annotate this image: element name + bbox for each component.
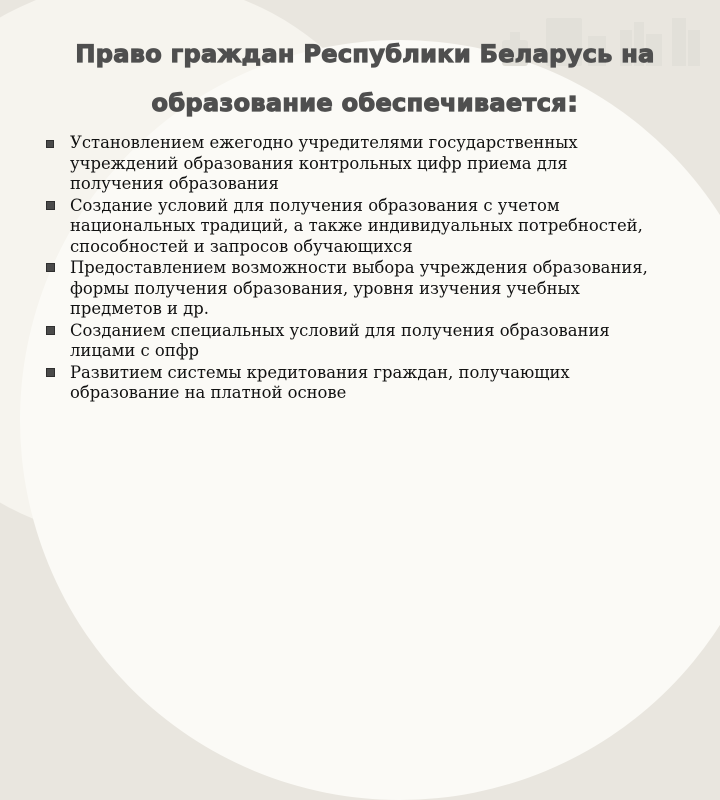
page-title [40, 30, 690, 127]
list-item-text: Предоставлением возможности выбора учреждения образования, формы получения образования, уровня изучения учебных предметов и др. [70, 258, 648, 318]
title-colon: : [566, 85, 579, 118]
list-item-text: Развитием системы кредитования граждан, получающих образование на платной основе [70, 362, 570, 402]
list-item [40, 258, 660, 320]
list-item [40, 321, 660, 362]
square-bullet-icon [46, 326, 55, 335]
square-bullet-icon [46, 263, 55, 272]
list-item [40, 363, 660, 404]
list-item [40, 196, 660, 258]
square-bullet-icon [46, 368, 55, 377]
bullet-list [40, 133, 660, 405]
title-line-2-text: образование обеспечивается [151, 89, 567, 117]
title-line-1: Право граждан Республики Беларусь на [75, 40, 655, 68]
square-bullet-icon [46, 201, 55, 210]
list-item-text: Создание условий для получения образования с учетом национальных традиций, а также индивидуальных потребностей, способностей и запросов обучающихся [70, 195, 643, 256]
list-item-text: Созданием специальных условий для получения образования лицами с опфр [70, 320, 610, 360]
square-bullet-icon [46, 140, 54, 148]
list-item-text: Установлением ежегодно учредителями государственных учреждений образования контрольных цифр приема для получения образования [70, 133, 578, 193]
title-line-2 [40, 78, 690, 127]
list-item [40, 133, 660, 195]
